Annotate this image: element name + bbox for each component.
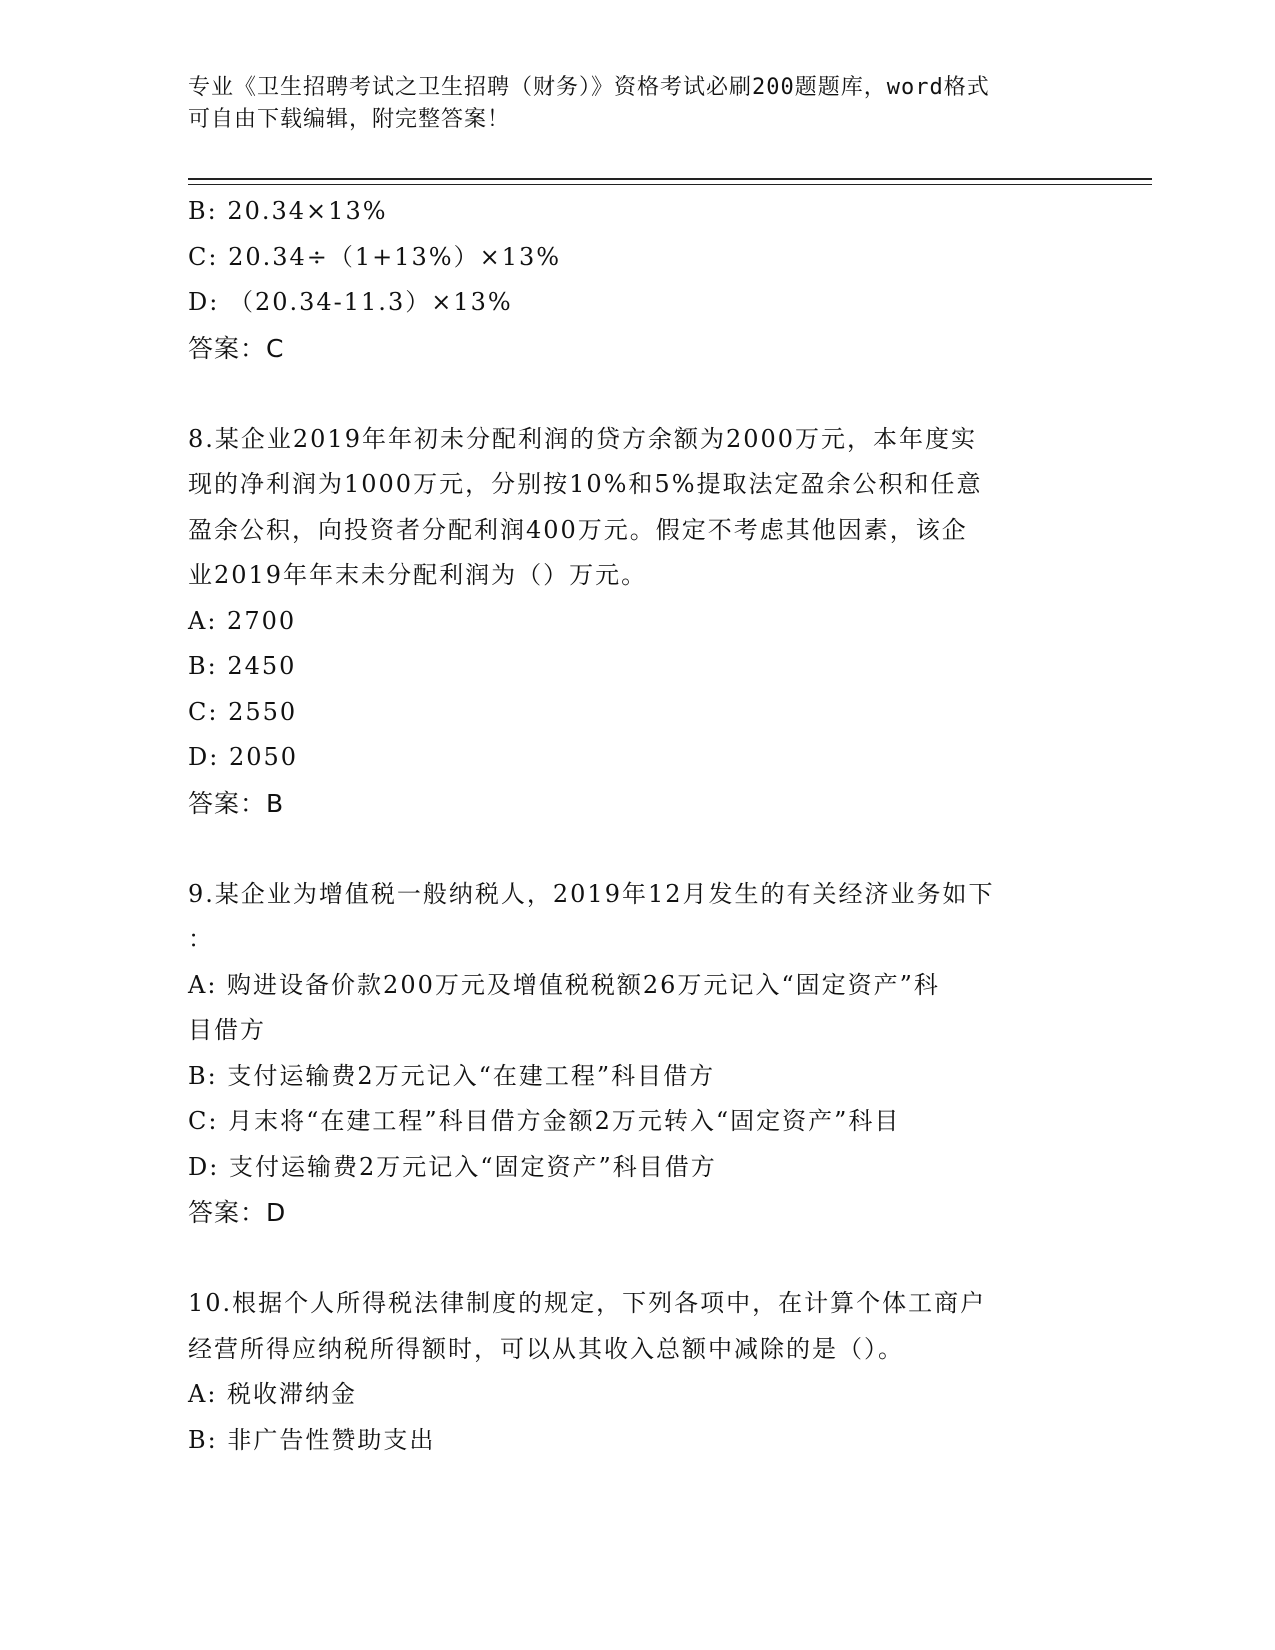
q9-option-a-line: 目借方 xyxy=(188,1016,266,1044)
q10-stem-line: 10.根据个人所得税法律制度的规定，下列各项中，在计算个体工商户 xyxy=(188,1289,987,1317)
q10-option-a: A: 税收滞纳金 xyxy=(188,1380,358,1408)
q8-option-a: A: 2700 xyxy=(188,606,297,635)
q9-stem-line: ： xyxy=(188,925,214,953)
q9-option-b: B: 支付运输费2万元记入“在建工程”科目借方 xyxy=(188,1061,716,1090)
spacer xyxy=(188,371,1088,417)
q8-option-b: B: 2450 xyxy=(188,652,297,680)
q8-stem-line: 业2019年年末未分配利润为（）万元。 xyxy=(188,561,648,589)
q7-option-c: C: 20.34÷（1+13%）×13% xyxy=(188,242,562,271)
q7-answer: 答案：C xyxy=(188,333,285,363)
header-rule-thick xyxy=(188,178,1152,180)
q8-option-c: C: 2550 xyxy=(188,697,298,726)
q8-answer: 答案：B xyxy=(188,788,285,818)
document-header xyxy=(188,72,1068,136)
q10-stem-line: 经营所得应纳税所得额时，可以从其收入总额中减除的是（）。 xyxy=(188,1334,904,1363)
q9-answer: 答案：D xyxy=(188,1198,287,1227)
q7-option-b: B: 20.34×13% xyxy=(188,197,388,225)
q8-stem-line: 现的净利润为1000万元，分别按10%和5%提取法定盈余公积和任意 xyxy=(188,470,983,498)
header-line-2: 可自由下载编辑，附完整答案！ xyxy=(188,107,511,132)
q9-option-c: C: 月末将“在建工程”科目借方金额2万元转入“固定资产”科目 xyxy=(188,1107,901,1135)
header-rule-thin xyxy=(188,184,1152,185)
q9-stem-line: 9.某企业为增值税一般纳税人，2019年12月发生的有关经济业务如下 xyxy=(188,879,995,908)
question-content xyxy=(188,189,1088,1463)
header-line-1: 专业《卫生招聘考试之卫生招聘（财务）》资格考试必刷200题题库，word格式 xyxy=(188,75,990,100)
spacer xyxy=(188,1236,1088,1282)
q9-option-d: D: 支付运输费2万元记入“固定资产”科目借方 xyxy=(188,1152,717,1181)
q10-option-b: B: 非广告性赞助支出 xyxy=(188,1425,436,1454)
q8-option-d: D: 2050 xyxy=(188,743,299,771)
q7-option-d: D: （20.34-11.3）×13% xyxy=(188,288,513,316)
q8-stem-line: 8.某企业2019年年初未分配利润的贷方余额为2000万元，本年度实 xyxy=(188,424,978,453)
q8-stem-line: 盈余公积，向投资者分配利润400万元。假定不考虑其他因素，该企 xyxy=(188,515,968,544)
spacer xyxy=(188,826,1088,872)
q9-option-a-line: A: 购进设备价款200万元及增值税税额26万元记入“固定资产”科 xyxy=(188,970,940,999)
